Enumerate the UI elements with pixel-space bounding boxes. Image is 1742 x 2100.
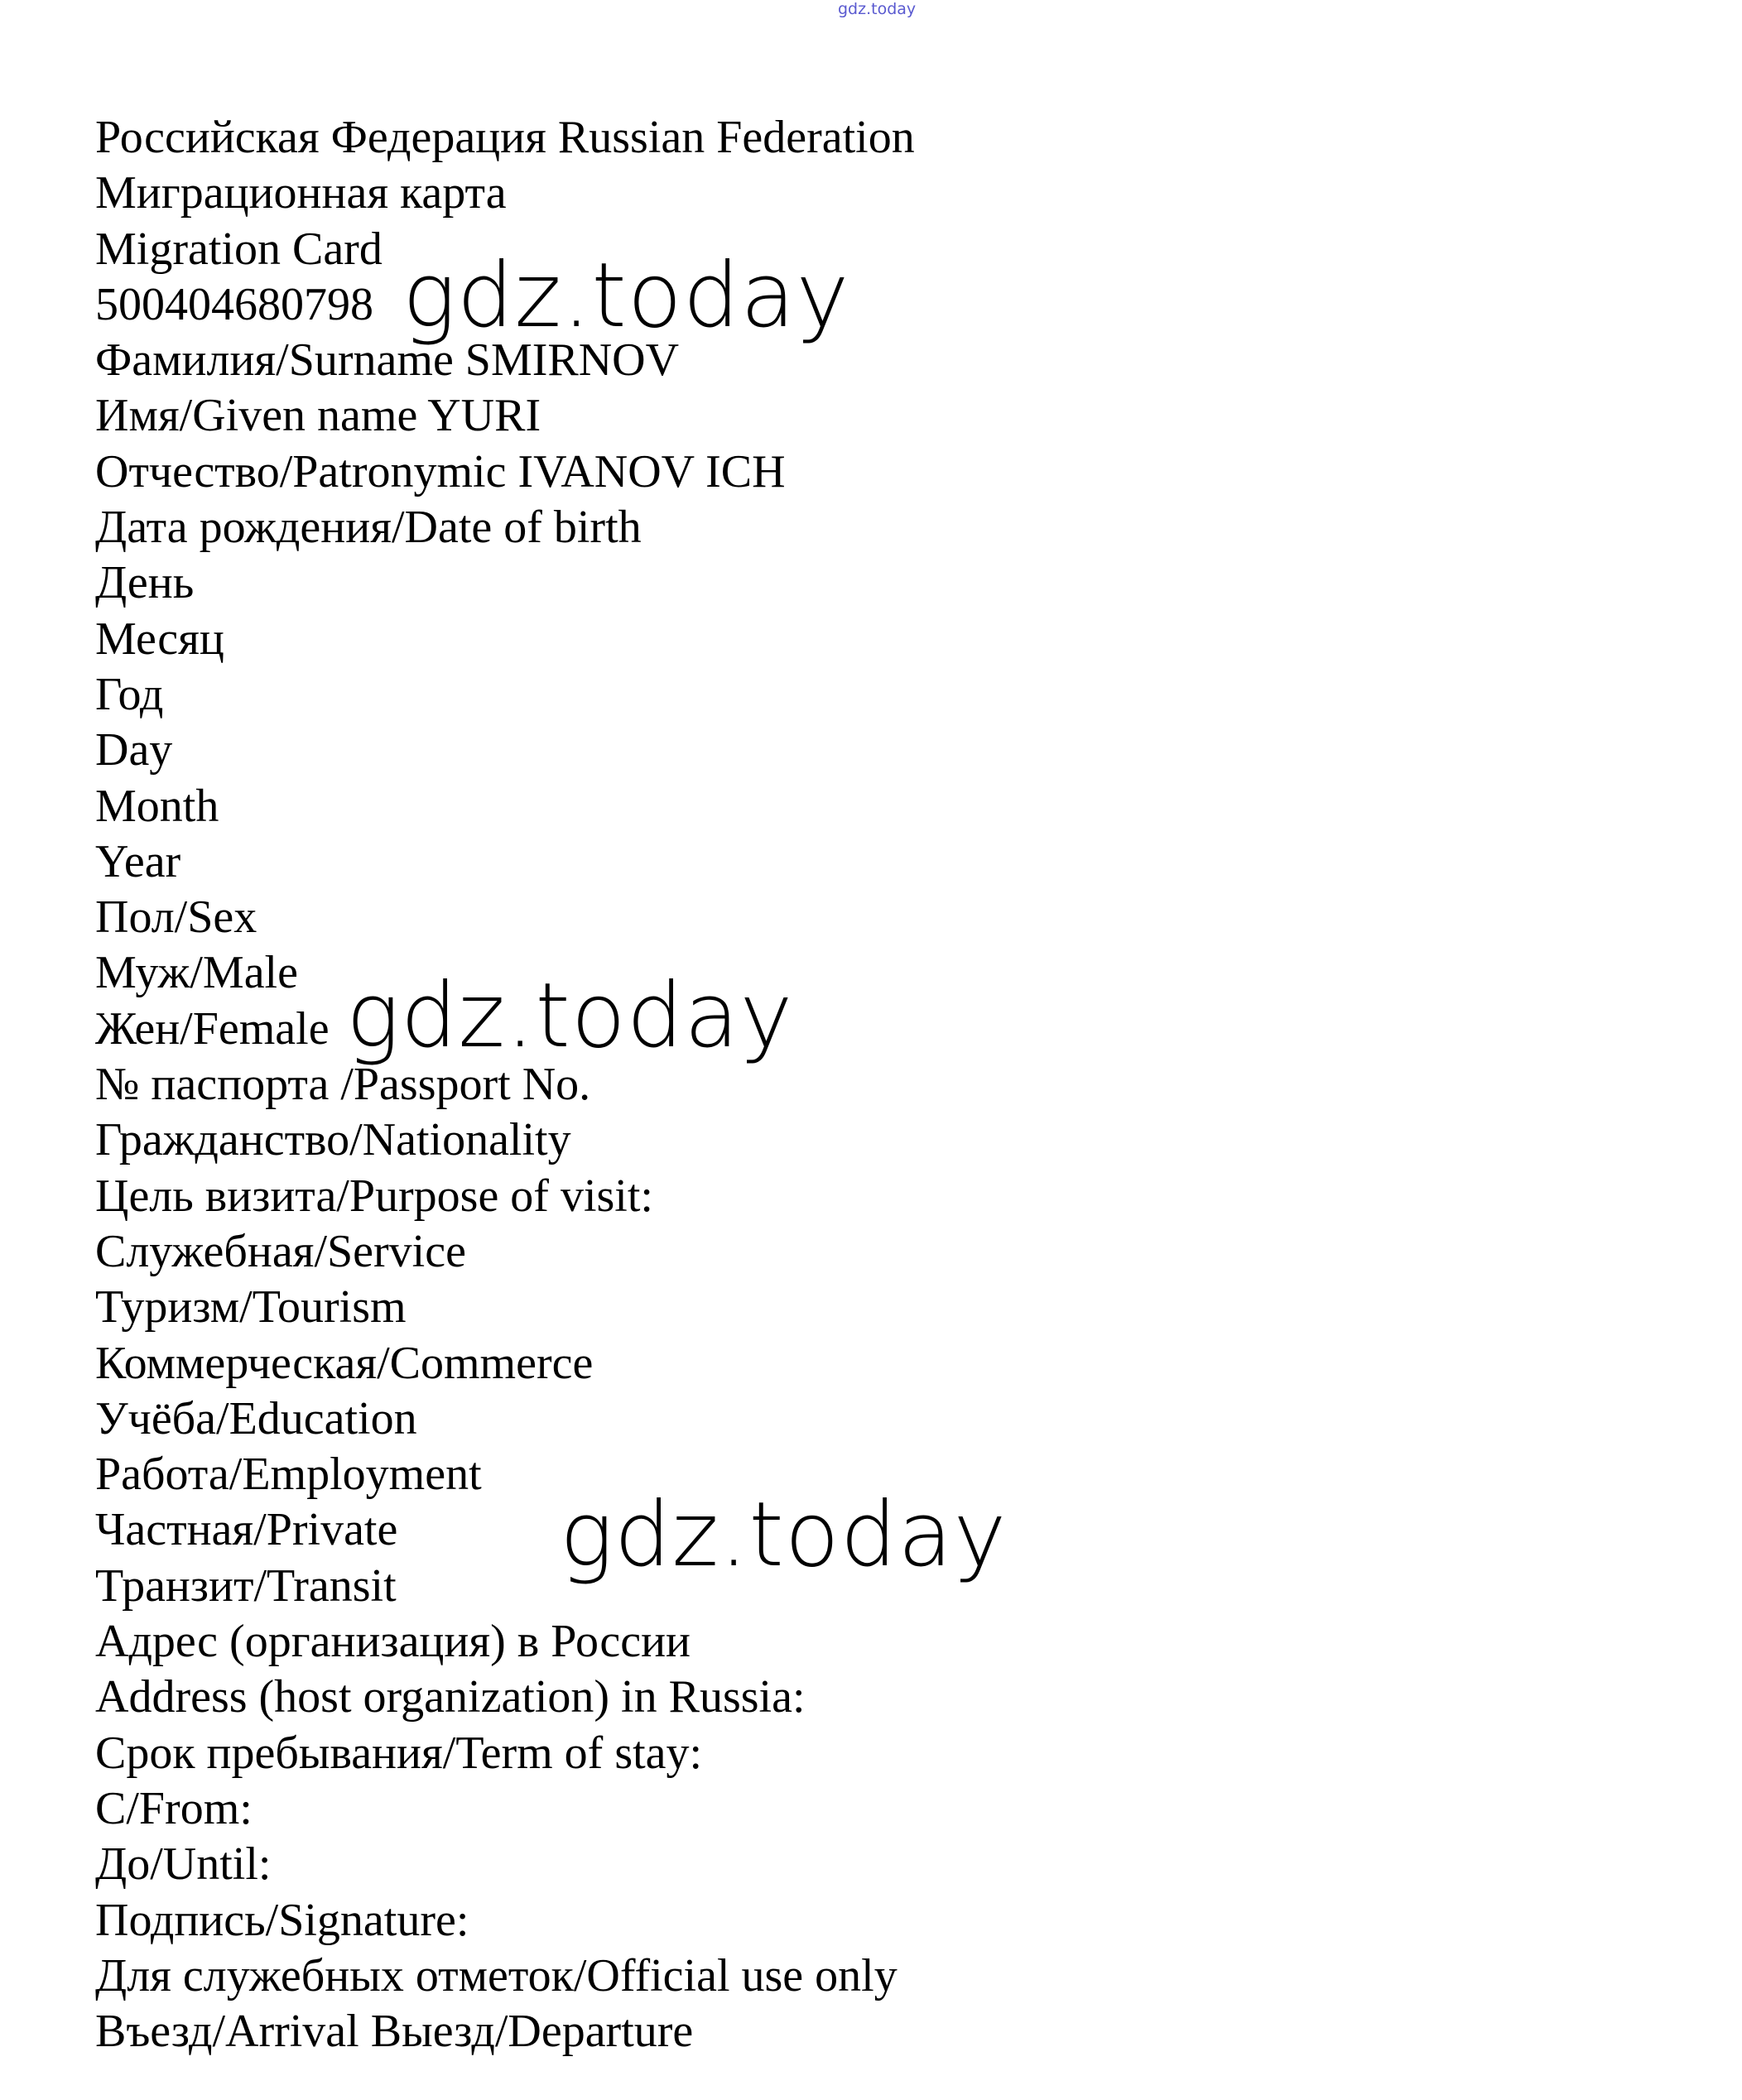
- heading-migration-card-en: Migration Card: [95, 223, 383, 275]
- arrival-departure: Въезд/Arrival Выезд/Departure: [95, 2006, 694, 2058]
- field-patronymic: Отчество/Patronymic IVANOV ICH: [95, 445, 786, 497]
- field-date-of-birth: Дата рождения/Date of birth: [95, 502, 642, 554]
- field-address-ru: Адрес (организация) в России: [95, 1616, 691, 1668]
- field-until: До/Until:: [95, 1838, 272, 1891]
- card-number: 500404680798: [95, 278, 373, 330]
- label-day-ru: День: [95, 557, 195, 609]
- label-day-en: Day: [95, 724, 173, 776]
- option-commerce: Коммерческая/Commerce: [95, 1337, 594, 1389]
- label-month-en: Month: [95, 780, 219, 832]
- label-year-ru: Год: [95, 668, 164, 720]
- official-use-only: Для служебных отметок/Official use only: [95, 1949, 897, 2001]
- field-nationality: Гражданство/Nationality: [95, 1114, 571, 1166]
- option-service: Служебная/Service: [95, 1225, 466, 1277]
- field-address-en: Address (host organization) in Russia:: [95, 1671, 806, 1723]
- field-sex: Пол/Sex: [95, 891, 257, 944]
- option-employment: Работа/Employment: [95, 1449, 482, 1501]
- field-purpose-of-visit: Цель визита/Purpose of visit:: [95, 1170, 653, 1222]
- watermark-text: gdz.today: [560, 1483, 1008, 1587]
- card-text-lines: [95, 110, 915, 2059]
- field-passport-number: № паспорта /Passport No.: [95, 1059, 591, 1111]
- option-tourism: Туризм/Tourism: [95, 1281, 407, 1334]
- header-watermark: gdz.today: [838, 0, 917, 18]
- heading-federation: Российская Федерация Russian Federation: [95, 112, 915, 163]
- field-signature: Подпись/Signature:: [95, 1894, 469, 1946]
- option-female: Жен/Female: [95, 1002, 330, 1055]
- option-education: Учёба/Education: [95, 1392, 417, 1444]
- field-from: С/From:: [95, 1782, 253, 1834]
- option-male: Муж/Male: [95, 947, 298, 999]
- option-transit: Транзит/Transit: [95, 1559, 397, 1612]
- watermark-text: gdz.today: [402, 244, 850, 348]
- label-month-ru: Месяц: [95, 613, 224, 665]
- field-given-name: Имя/Given name YURI: [95, 390, 541, 442]
- field-surname: Фамилия/Surname SMIRNOV: [95, 334, 680, 387]
- field-term-of-stay: Срок пребывания/Term of stay:: [95, 1727, 703, 1779]
- option-private: Частная/Private: [95, 1504, 398, 1556]
- label-year-en: Year: [95, 835, 181, 887]
- heading-migration-card-ru: Миграционная карта: [95, 167, 507, 219]
- watermark-text: gdz.today: [346, 964, 794, 1068]
